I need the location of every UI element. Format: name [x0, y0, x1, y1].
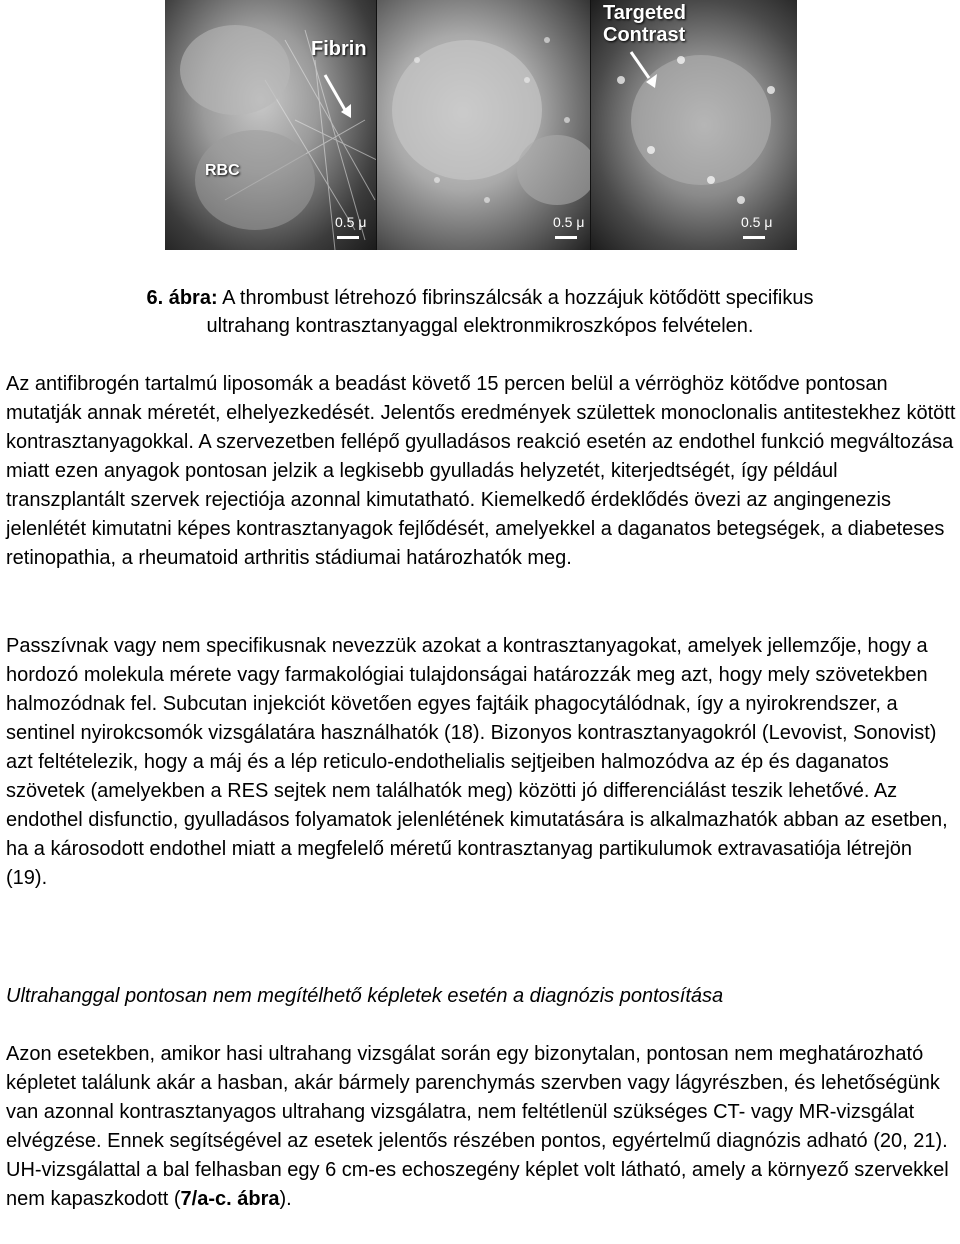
paragraph-3-end: ).: [279, 1188, 292, 1210]
targeted-contrast-label: Targeted Contrast: [603, 2, 686, 46]
caption-line-2: ultrahang kontrasztanyaggal elektronmikroszkópos felvételen.: [206, 315, 754, 337]
scale-bar-2: [555, 236, 577, 239]
scale-label-3: 0.5 μ: [741, 214, 773, 230]
section-heading: Ultrahanggal pontosan nem megítélhető képletek esetén a diagnózis pontosítása: [6, 985, 724, 1007]
caption-line-1: [0, 284, 960, 312]
micrograph-panel-2: [377, 0, 591, 250]
paragraph-2: Passzívnak vagy nem specifikusnak nevezzük azokat a kontrasztanyagokat, amelyek jellemzője, hogy a hordozó molekula mérete vagy farmakológiai tulajdonságai határozzák meg azt, hogy mely szövetekben halmozódnak fel. Subcutan injekciót követően egyes fajtáik phagocytálódnak, így a nyirokrendszer, a sentinel nyirokcsomók vizsgálatára használhatók (18). Bizonyos kontrasztanyagokról (Levovist, Sonovist) azt feltételezik, hogy a máj és a lép reticulo-endothelialis sejtjeiben halmozódva az ép és daganatos szövetek (amelyekben a RES sejtek nem találhatók meg) közötti jó differenciálást teszik lehetővé. Az endothel disfunctio, gyulladásos folyamatok jelenlétének kimutatására is alkalmazhatók abban az esetben, ha a károsodott endothel miatt a megfelelő méretű kontrasztanyag partikulumok extravasatiója létrejön (19).: [6, 635, 948, 889]
scale-label-2: 0.5 μ: [553, 214, 585, 230]
paragraph-3: [6, 1040, 956, 1214]
figure-caption: [0, 284, 960, 340]
micrograph-panel-3: [591, 0, 797, 250]
caption-label: 6. ábra:: [146, 287, 218, 309]
electron-micrograph-figure: [165, 0, 797, 250]
scale-label-1: 0.5 μ: [335, 214, 367, 230]
paragraph-1: Az antifibrogén tartalmú liposomák a beadást követő 15 percen belül a vérröghöz kötődve pontosan mutatják annak méretét, elhelyezkedését. Jelentős eredmények születtek monoclonalis antitestekhez kötött kontrasztanyagokkal. A szervezetben fellépő gyulladásos reakció esetén az endothel funkció megváltozása miatt ezen anyagok pontosan jelzik a legkisebb gyulladás helyzetét, kiterjedtségét, így például transzplantált szervek rejectiója azonnal kimutatható. Kiemelkedő érdeklődés övezi az angingenezis jelenlétét kimutatni képes kontrasztanyagok fejlődését, amelyekkel a daganatos betegségek, a diabeteses retinopathia, a rheumatoid arthritis stádiumai határozhatók meg.: [6, 373, 956, 569]
figure-reference: 7/a-c. ábra: [180, 1188, 280, 1210]
fibrin-label: Fibrin: [311, 38, 367, 60]
paragraph-3-text: Azon esetekben, amikor hasi ultrahang vizsgálat során egy bizonytalan, pontosan nem meghatározható képletet találunk akár a hasban, akár bármely parenchymás szervben vagy lágyrészben, és lehetőségünk van azonnal kontrasztanyagos ultrahang vizsgálatra, nem feltétlenül szükséges CT- vagy MR-vizsgálat elvégzése. Ennek segítségével az esetek jelentős részében pontos, egyértelmű diagnózis adható (20, 21). UH-vizsgálattal a bal felhasban egy 6 cm-es echoszegény képlet volt látható, amely a környező szervekkel nem kapaszkodott (: [6, 1043, 949, 1210]
scale-bar-1: [337, 236, 359, 239]
caption-text-1: A thrombust létrehozó fibrinszálcsák a hozzájuk kötődött specifikus: [222, 287, 814, 309]
rbc-label: RBC: [205, 162, 240, 179]
scale-bar-3: [743, 236, 765, 239]
micrograph-panel-1: [165, 0, 377, 250]
